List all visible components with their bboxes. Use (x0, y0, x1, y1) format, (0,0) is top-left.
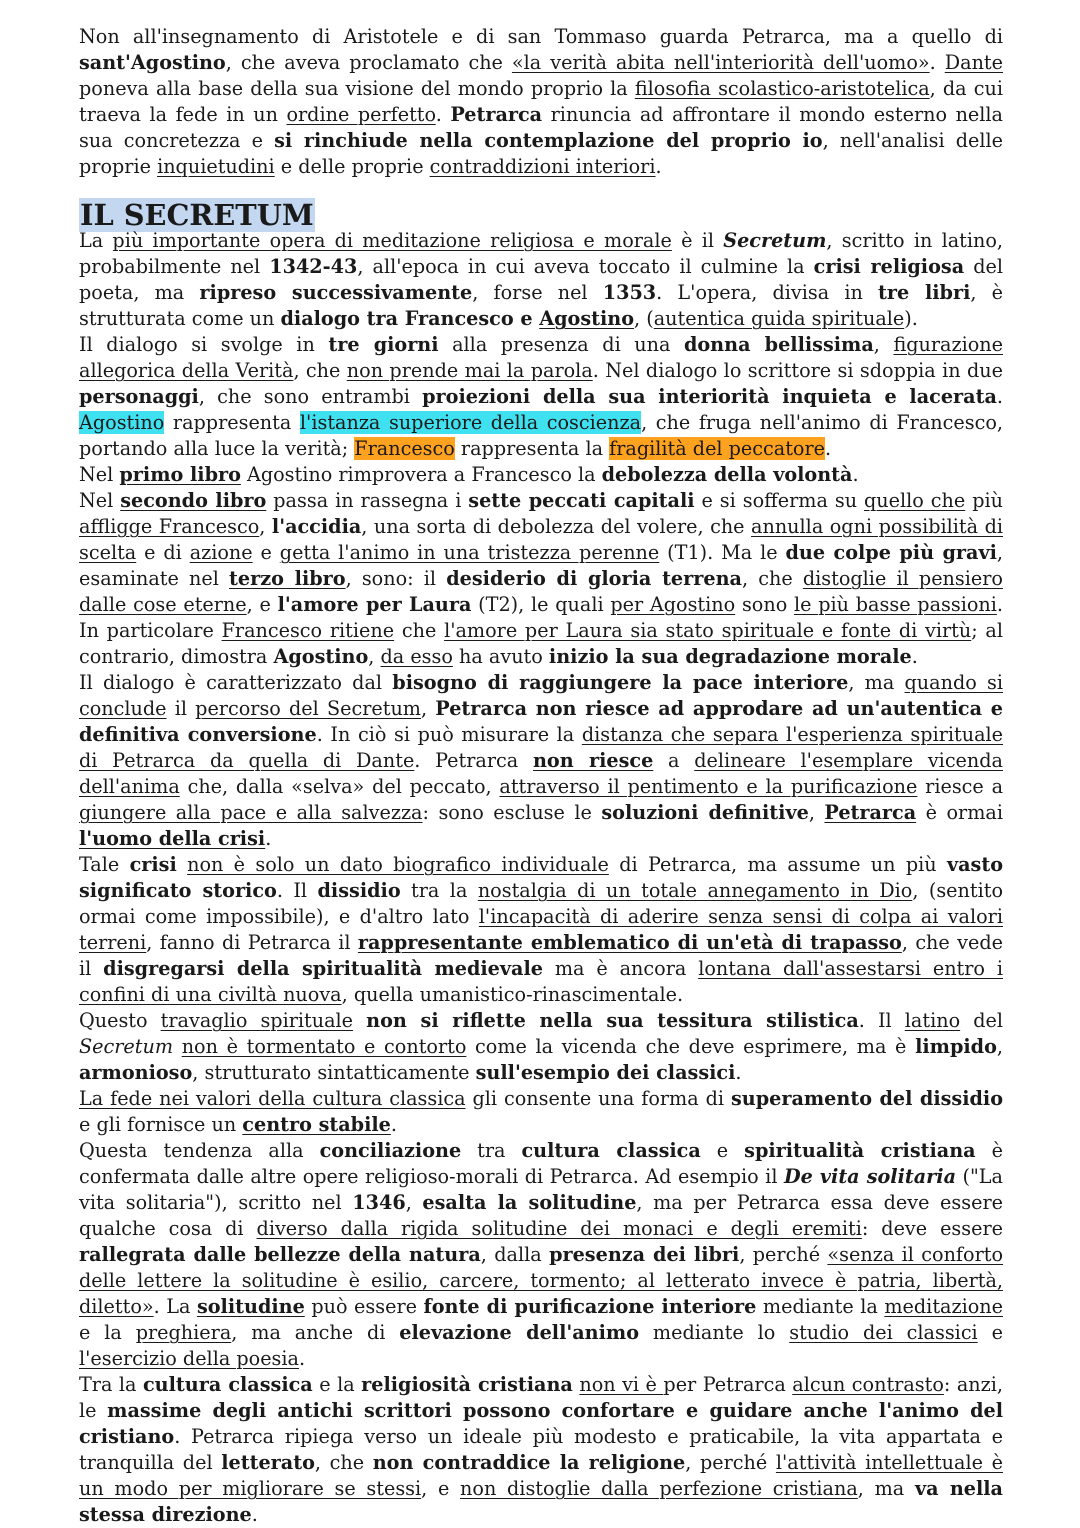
text-run: armonioso (79, 1061, 193, 1084)
text-run: inquietudini (157, 155, 275, 178)
text-run: «la verità abita nell'interiorità dell'uomo» (511, 51, 930, 74)
text-run: ). (904, 307, 918, 330)
text-run: «senza il conforto delle lettere la solitudine è esilio, carcere, tormento; al letterato invece è patria, libertà, diletto» (79, 1243, 1004, 1318)
text-run: tre libri (878, 281, 971, 304)
text-run: azione (189, 541, 253, 564)
text-run: filosofia scolastico-aristotelica (634, 77, 930, 100)
text-run: ripreso successivamente (199, 281, 473, 304)
text-run: l'amore per Laura (277, 593, 472, 616)
text-run: . (911, 645, 918, 668)
text-run: l'attività intellettuale è un modo per migliorare se stessi (79, 1451, 1003, 1500)
text-run: . (655, 155, 662, 178)
text-run: non si riflette nella sua tessitura stilistica (366, 1009, 859, 1032)
text-run: , scritto in latino, probabilmente nel (79, 229, 1004, 278)
text-run: mediante la (756, 1295, 885, 1318)
text-run: centro stabile (242, 1113, 391, 1136)
text-run: Petrarca non riesce ad approdare ad un'autentica e definitiva conversione (79, 697, 1004, 746)
text-run: . (435, 103, 451, 126)
text-run: . In particolare (79, 593, 1003, 642)
text-run: a (653, 749, 695, 772)
text-run: . Petrarca (414, 749, 533, 772)
text-run: conciliazione (319, 1139, 462, 1162)
text-run: è confermata dalle altre opere religioso-morali di Petrarca. Ad esempio il (79, 1139, 1003, 1188)
text-run: rappresenta la (454, 437, 610, 460)
text-run: rappresentante emblematico di un'età di trapasso (357, 931, 902, 954)
text-run: si rinchiude nella contemplazione del proprio io (274, 129, 823, 152)
text-run: soluzioni definitive (601, 801, 809, 824)
text-run: , che vede il (79, 931, 1003, 980)
text-run: poneva alla base della sua visione del mondo proprio la (79, 77, 635, 100)
text-run: , perché (685, 1451, 776, 1474)
text-run: vasto significato storico (79, 853, 1003, 902)
text-run: Questa tendenza alla (79, 1139, 320, 1162)
text-run: annulla ogni possibilità di scelta (79, 515, 1003, 564)
text-run: , una sorta di debolezza del volere, che (361, 515, 752, 538)
paragraph-conversion (79, 670, 1003, 852)
text-run: più importante opera di meditazione religiosa e morale (112, 229, 672, 252)
paragraph-style (79, 1008, 1003, 1086)
text-run: per Agostino (610, 593, 736, 616)
text-run: non contraddice la religione (372, 1451, 686, 1474)
text-run: , ma per Petrarca essa deve essere qualche cosa di (79, 1191, 1003, 1240)
text-run: . (929, 51, 945, 74)
text-run: e gli fornisce un (79, 1113, 243, 1136)
text-run: delineare l'esemplare vicenda dell'anima (79, 749, 1003, 798)
text-run: , esaminate nel (79, 541, 1004, 590)
text-run: personaggi (79, 385, 199, 408)
text-run: . (390, 1113, 397, 1136)
text-run: , che fruga nell'animo di Francesco, portando alla luce la verità; (79, 411, 1003, 460)
text-run: autentica guida spirituale (653, 307, 905, 330)
text-run: inizio la sua degradazione morale (548, 645, 912, 668)
text-run: spiritualità cristiana (744, 1139, 976, 1162)
text-run: ha avuto (452, 645, 549, 668)
text-run: e delle proprie (274, 155, 430, 178)
text-run: getta l'animo in una tristezza perenne (279, 541, 660, 564)
text-run: , fanno di Petrarca il (146, 931, 358, 954)
text-run: , (405, 1191, 423, 1214)
text-run: elevazione dell'animo (399, 1321, 640, 1344)
text-run: massime degli antichi scrittori possono confortare e guidare anche l'animo del cristiano (79, 1399, 1003, 1448)
text-run: da esso (380, 645, 453, 668)
text-run: Francesco ritiene (221, 619, 395, 642)
text-run: e la (312, 1373, 362, 1396)
text-run: , ma (848, 671, 905, 694)
text-run: bisogno di raggiungere la pace interiore (392, 671, 849, 694)
text-run: quando si conclude (79, 671, 1004, 720)
text-run: : anzi, le (79, 1373, 1003, 1422)
text-run: . (265, 827, 272, 850)
text-run: La fede nei valori della cultura classica (79, 1087, 466, 1110)
text-run: , ma (857, 1477, 915, 1500)
text-run: l'incapacità di aderire senza sensi di colpa ai valori terreni (79, 905, 1003, 954)
text-run: . (852, 463, 859, 486)
text-run: (T2), le quali (471, 593, 611, 616)
text-run: donna bellissima (683, 333, 874, 356)
text-run: rallegrata dalle bellezze della natura (79, 1243, 481, 1266)
text-run: Il dialogo è caratterizzato dal (79, 671, 393, 694)
text-run: le più basse passioni (794, 593, 997, 616)
text-run: giungere alla pace e alla salvezza (79, 801, 423, 824)
text-run: dialogo tra Francesco e (280, 307, 540, 330)
text-run: ; al contrario, dimostra (79, 619, 1004, 668)
text-run: non è tormentato e contorto (181, 1035, 467, 1058)
text-run: Tra la (79, 1373, 143, 1396)
text-run (353, 1009, 366, 1032)
paragraph-first-book (79, 462, 1003, 488)
text-run: non prende mai la parola (346, 359, 593, 382)
text-run: letterato (221, 1451, 315, 1474)
text-run: . L'opera, divisa in (656, 281, 879, 304)
text-run: l'accidia (271, 515, 362, 538)
text-run: , forse nel (472, 281, 603, 304)
text-run: travaglio spirituale (160, 1009, 354, 1032)
text-run: religiosità cristiana (361, 1373, 573, 1396)
text-run: 1342-43 (269, 255, 358, 278)
text-run: studio dei classici (789, 1321, 978, 1344)
text-run: . (251, 1503, 258, 1526)
text-run: quello che (864, 489, 966, 512)
text-run: Petrarca (450, 103, 543, 126)
text-run: , nell'analisi delle proprie (79, 129, 1003, 178)
text-run: , (996, 1035, 1003, 1058)
text-run: come la vicenda che deve esprimere, ma è (466, 1035, 916, 1058)
text-run: tra (461, 1139, 522, 1162)
text-run: , all'epoca in cui aveva toccato il culmine la (357, 255, 814, 278)
highlighted-text: fragilità del peccatore (609, 437, 826, 460)
text-run: cultura classica (142, 1373, 313, 1396)
text-run: sono (735, 593, 795, 616)
text-run: , (421, 697, 436, 720)
text-run: , ( (634, 307, 654, 330)
text-run: , che aveva proclamato che (225, 51, 512, 74)
text-run: del poeta, ma (79, 255, 1003, 304)
text-run: proiezioni della sua interiorità inquieta e lacerata (422, 385, 997, 408)
text-run: e la (79, 1321, 136, 1344)
text-run: l'uomo della crisi (79, 827, 266, 850)
text-run: distanza che separa l'esperienza spirituale di Petrarca da quella di Dante (79, 723, 1004, 772)
text-run: superamento del dissidio (730, 1087, 1004, 1110)
text-run: . (298, 1347, 306, 1370)
text-run: , che (314, 1451, 373, 1474)
text-run: Dante (944, 51, 1003, 74)
text-run: , che sono entrambi (198, 385, 423, 408)
text-run: De vita solitaria (783, 1165, 956, 1188)
text-run: terzo libro (229, 567, 346, 590)
text-run: affligge Francesco (79, 515, 260, 538)
text-run: : sono escluse le (422, 801, 602, 824)
text-run: , e (421, 1477, 461, 1500)
text-run: , (808, 801, 825, 824)
paragraph-dialogue (79, 332, 1003, 462)
text-run: . Il (858, 1009, 905, 1032)
text-run: fonte di purificazione interiore (423, 1295, 757, 1318)
text-run: sant'Agostino (79, 51, 226, 74)
text-run (173, 1035, 182, 1058)
highlighted-text: Agostino (79, 411, 165, 434)
text-run: meditazione (884, 1295, 1003, 1318)
text-run: dissidio (317, 879, 401, 902)
text-run: solitudine (196, 1295, 305, 1318)
text-run: Tale (79, 853, 130, 876)
text-run: del (960, 1009, 1004, 1032)
text-run: l'amore per Laura sia stato spirituale e fonte di virtù (444, 619, 972, 642)
text-run: e si sofferma su (694, 489, 865, 512)
text-run: e (977, 1321, 1003, 1344)
text-run: , (873, 333, 894, 356)
text-run: e (700, 1139, 745, 1162)
text-run: non riesce (532, 749, 654, 772)
text-run: che, dalla «selva» del peccato, (179, 775, 500, 798)
text-run: . (996, 385, 1003, 408)
text-run: due colpe più gravi (785, 541, 997, 564)
section-title: IL SECRETUM (80, 198, 314, 232)
paragraph-conclusion (79, 1372, 1003, 1528)
text-run: che (394, 619, 445, 642)
text-run: La (79, 229, 113, 252)
text-run: alla presenza di una (438, 333, 684, 356)
text-run: . Petrarca ripiega verso un ideale più modesto e praticabile, la vita appartata e tranquilla del (79, 1425, 1003, 1474)
text-run: e (252, 541, 280, 564)
paragraph-classical-faith (79, 1086, 1003, 1138)
text-run: alcun contrasto (792, 1373, 944, 1396)
text-run: va nella stessa direzione (79, 1477, 1003, 1526)
text-run: e di (136, 541, 190, 564)
intro-paragraph (79, 24, 1003, 180)
section-heading (79, 198, 1003, 232)
text-run: primo libro (119, 463, 241, 486)
text-run: Agostino (273, 645, 369, 668)
text-run: ("La vita solitaria"), scritto nel (79, 1165, 1003, 1214)
paragraph-secretum-intro (79, 228, 1003, 332)
text-run: Petrarca (824, 801, 917, 824)
text-run: riesce a (917, 775, 1004, 798)
text-run: è ormai (916, 801, 1003, 824)
text-run: , quella umanistico-rinascimentale. (341, 983, 684, 1006)
text-run: nostalgia di un totale annegamento in Dio (477, 879, 913, 902)
text-run: secondo libro (120, 489, 267, 512)
text-run: . La (153, 1295, 197, 1318)
text-run: (T1). Ma le (659, 541, 786, 564)
text-run: 1353 (602, 281, 657, 304)
text-run: , è strutturata come un (79, 281, 1003, 330)
text-run: . (825, 437, 832, 460)
text-run: , dalla (480, 1243, 550, 1266)
text-run: lontana dall'assestarsi entro i confini di una civiltà nuova (79, 957, 1003, 1006)
text-run: ma è ancora (542, 957, 699, 980)
text-run: distoglie il pensiero dalle cose eterne (79, 567, 1003, 616)
text-run: crisi religiosa (813, 255, 965, 278)
text-run: non distoglie dalla perfezione cristiana (460, 1477, 858, 1500)
text-run: può essere (304, 1295, 424, 1318)
text-run: . Il (276, 879, 318, 902)
text-run: preghiera (135, 1321, 232, 1344)
highlighted-text: Francesco (354, 437, 455, 460)
text-run: , strutturato sintatticamente (192, 1061, 476, 1084)
text-run: ordine perfetto (286, 103, 436, 126)
text-run: desiderio di gloria terrena (446, 567, 742, 590)
text-run: Questo (79, 1009, 161, 1032)
text-run: cultura classica (521, 1139, 701, 1162)
text-run: . In ciò si può misurare la (316, 723, 582, 746)
text-run: , che (741, 567, 803, 590)
text-run: non vi è (579, 1373, 664, 1396)
text-run: . Nel dialogo lo scrittore si sdoppia in due (592, 359, 1003, 382)
text-run: Secretum (79, 1035, 174, 1058)
text-run: rappresenta (164, 411, 300, 434)
text-run: Agostino (539, 307, 635, 330)
text-run: per Petrarca (663, 1373, 793, 1396)
text-run: , che (293, 359, 347, 382)
text-run: , e (246, 593, 278, 616)
text-run: Il dialogo si svolge in (79, 333, 329, 356)
text-run: il (166, 697, 196, 720)
text-run: , (sentito ormai come impossibile), e d'altro lato (79, 879, 1003, 928)
text-run: 1346 (352, 1191, 406, 1214)
text-run: mediante lo (639, 1321, 790, 1344)
text-run: Non all'insegnamento di Aristotele e di san Tommaso guarda Petrarca, ma a quello di (79, 25, 1003, 48)
text-run: percorso del Secretum (195, 697, 422, 720)
text-run: limpido (915, 1035, 997, 1058)
text-run: più (965, 489, 1003, 512)
text-run: figurazione allegorica della Verità (79, 333, 1003, 382)
text-run: Agostino rimprovera a Francesco la (240, 463, 602, 486)
text-run: presenza dei libri (549, 1243, 740, 1266)
text-run: Secretum (723, 229, 827, 252)
text-run: sull'esempio dei classici (475, 1061, 736, 1084)
text-run: latino (904, 1009, 961, 1032)
text-run (177, 853, 187, 876)
text-run: , perché (739, 1243, 828, 1266)
text-run: di Petrarca, ma assume un più (608, 853, 947, 876)
text-run: tre giorni (328, 333, 439, 356)
text-run: sette peccati capitali (468, 489, 695, 512)
paragraph-de-vita-solitaria (79, 1138, 1003, 1372)
text-run: esalta la solitudine (422, 1191, 637, 1214)
text-run: gli consente una forma di (465, 1087, 731, 1110)
text-run: : deve essere (861, 1217, 1003, 1240)
text-run: è il (671, 229, 724, 252)
text-run: Nel (79, 489, 121, 512)
text-run: attraverso il pentimento e la purificazione (499, 775, 918, 798)
text-run: Nel (79, 463, 120, 486)
paragraph-crisis (79, 852, 1003, 1008)
text-run: rinuncia ad affrontare il mondo esterno nella sua concretezza e (79, 103, 1003, 152)
highlighted-text: l'istanza superiore della coscienza (299, 411, 642, 434)
text-run: disgregarsi della spiritualità medievale (103, 957, 543, 980)
text-run: tra la (400, 879, 478, 902)
text-run: , ma anche di (231, 1321, 400, 1344)
paragraph-second-book (79, 488, 1003, 670)
text-run: , (259, 515, 272, 538)
text-run: . (735, 1061, 742, 1084)
text-run: l'esercizio della poesia (79, 1347, 299, 1370)
text-run: contraddizioni interiori (429, 155, 656, 178)
text-run: passa in rassegna i (266, 489, 469, 512)
text-run: , sono: il (345, 567, 447, 590)
text-run: diverso dalla rigida solitudine dei monaci e degli eremiti (256, 1217, 862, 1240)
text-run: non è solo un dato biografico individuale (187, 853, 609, 876)
text-run: , da cui traeva la fede in un (79, 77, 1003, 126)
text-run: , (368, 645, 381, 668)
text-run: crisi (129, 853, 177, 876)
text-run: debolezza della volontà (601, 463, 853, 486)
